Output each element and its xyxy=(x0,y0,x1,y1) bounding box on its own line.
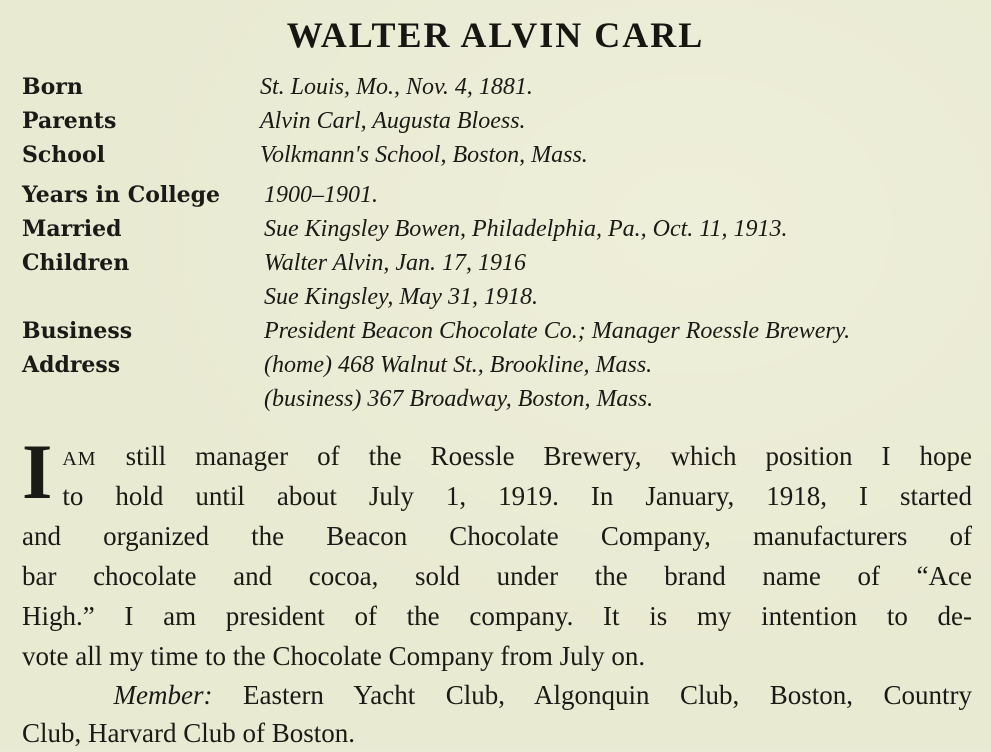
fact-value-line: Volkmann's School, Boston, Mass. xyxy=(260,142,588,168)
narrative-line: bar chocolate and cocoa, sold under the brand name of “Ace xyxy=(22,561,972,591)
fact-value xyxy=(260,142,588,176)
narrative-line: and organized the Beacon Chocolate Company, manufacturers of xyxy=(22,521,972,551)
fact-value-line: Sue Kingsley, May 31, 1918. xyxy=(264,284,538,310)
drop-cap: I xyxy=(22,428,53,515)
fact-value xyxy=(264,318,850,352)
fact-children xyxy=(22,250,982,318)
fact-years-in-college xyxy=(22,182,982,216)
membership-paragraph xyxy=(22,676,972,752)
fact-value-line: (home) 468 Walnut St., Brookline, Mass. xyxy=(264,352,653,378)
fact-value-line: St. Louis, Mo., Nov. 4, 1881. xyxy=(260,74,533,100)
fact-school xyxy=(22,142,982,182)
narrative-line xyxy=(22,436,972,476)
fact-value xyxy=(264,216,787,250)
page-title: WALTER ALVIN CARL xyxy=(286,15,705,55)
fact-label: Children xyxy=(22,250,130,276)
member-line: Club, Harvard Club of Boston. xyxy=(22,718,355,748)
narrative-line: High.” I am president of the company. It is my intention to de- xyxy=(22,601,972,631)
fact-value xyxy=(260,108,526,142)
fact-value-line: (business) 367 Broadway, Boston, Mass. xyxy=(264,386,654,412)
fact-label: Parents xyxy=(22,108,117,134)
fact-label: Address xyxy=(22,352,121,378)
fact-label: School xyxy=(22,142,105,168)
fact-born xyxy=(22,74,982,108)
fact-value-line: President Beacon Chocolate Co.; Manager Roessle Brewery. xyxy=(264,318,851,344)
fact-label: Years in College xyxy=(22,182,220,208)
member-line xyxy=(22,676,972,714)
fact-business xyxy=(22,318,982,352)
narrative-line: vote all my time to the Chocolate Company from July on. xyxy=(22,641,646,671)
first-word: AM xyxy=(62,448,97,470)
fact-label: Married xyxy=(22,216,122,242)
fact-parents xyxy=(22,108,982,142)
fact-value-line: 1900–1901. xyxy=(264,182,378,208)
fact-value-line: Alvin Carl, Augusta Bloess. xyxy=(260,108,526,134)
member-text: Eastern Yacht Club, Algonquin Club, Boston, Country xyxy=(242,680,972,710)
fact-label: Born xyxy=(22,74,83,100)
fact-value xyxy=(264,250,538,318)
fact-label: Business xyxy=(22,318,133,344)
fact-value-line: Sue Kingsley Bowen, Philadelphia, Pa., Oct. 11, 1913. xyxy=(264,216,788,242)
fact-married xyxy=(22,216,982,250)
member-label: Member: xyxy=(113,680,213,710)
narrative-line: to hold until about July 1, 1919. In January, 1918, I started xyxy=(62,481,972,511)
fact-value xyxy=(260,74,533,108)
narrative-line-text: still manager of the Roessle Brewery, which position I hope xyxy=(125,441,973,471)
narrative-paragraph xyxy=(22,428,973,676)
fact-address xyxy=(22,352,982,420)
fact-value-line: Walter Alvin, Jan. 17, 1916 xyxy=(264,250,526,276)
facts-list xyxy=(22,74,982,420)
fact-value xyxy=(264,352,653,420)
fact-value xyxy=(264,182,378,216)
